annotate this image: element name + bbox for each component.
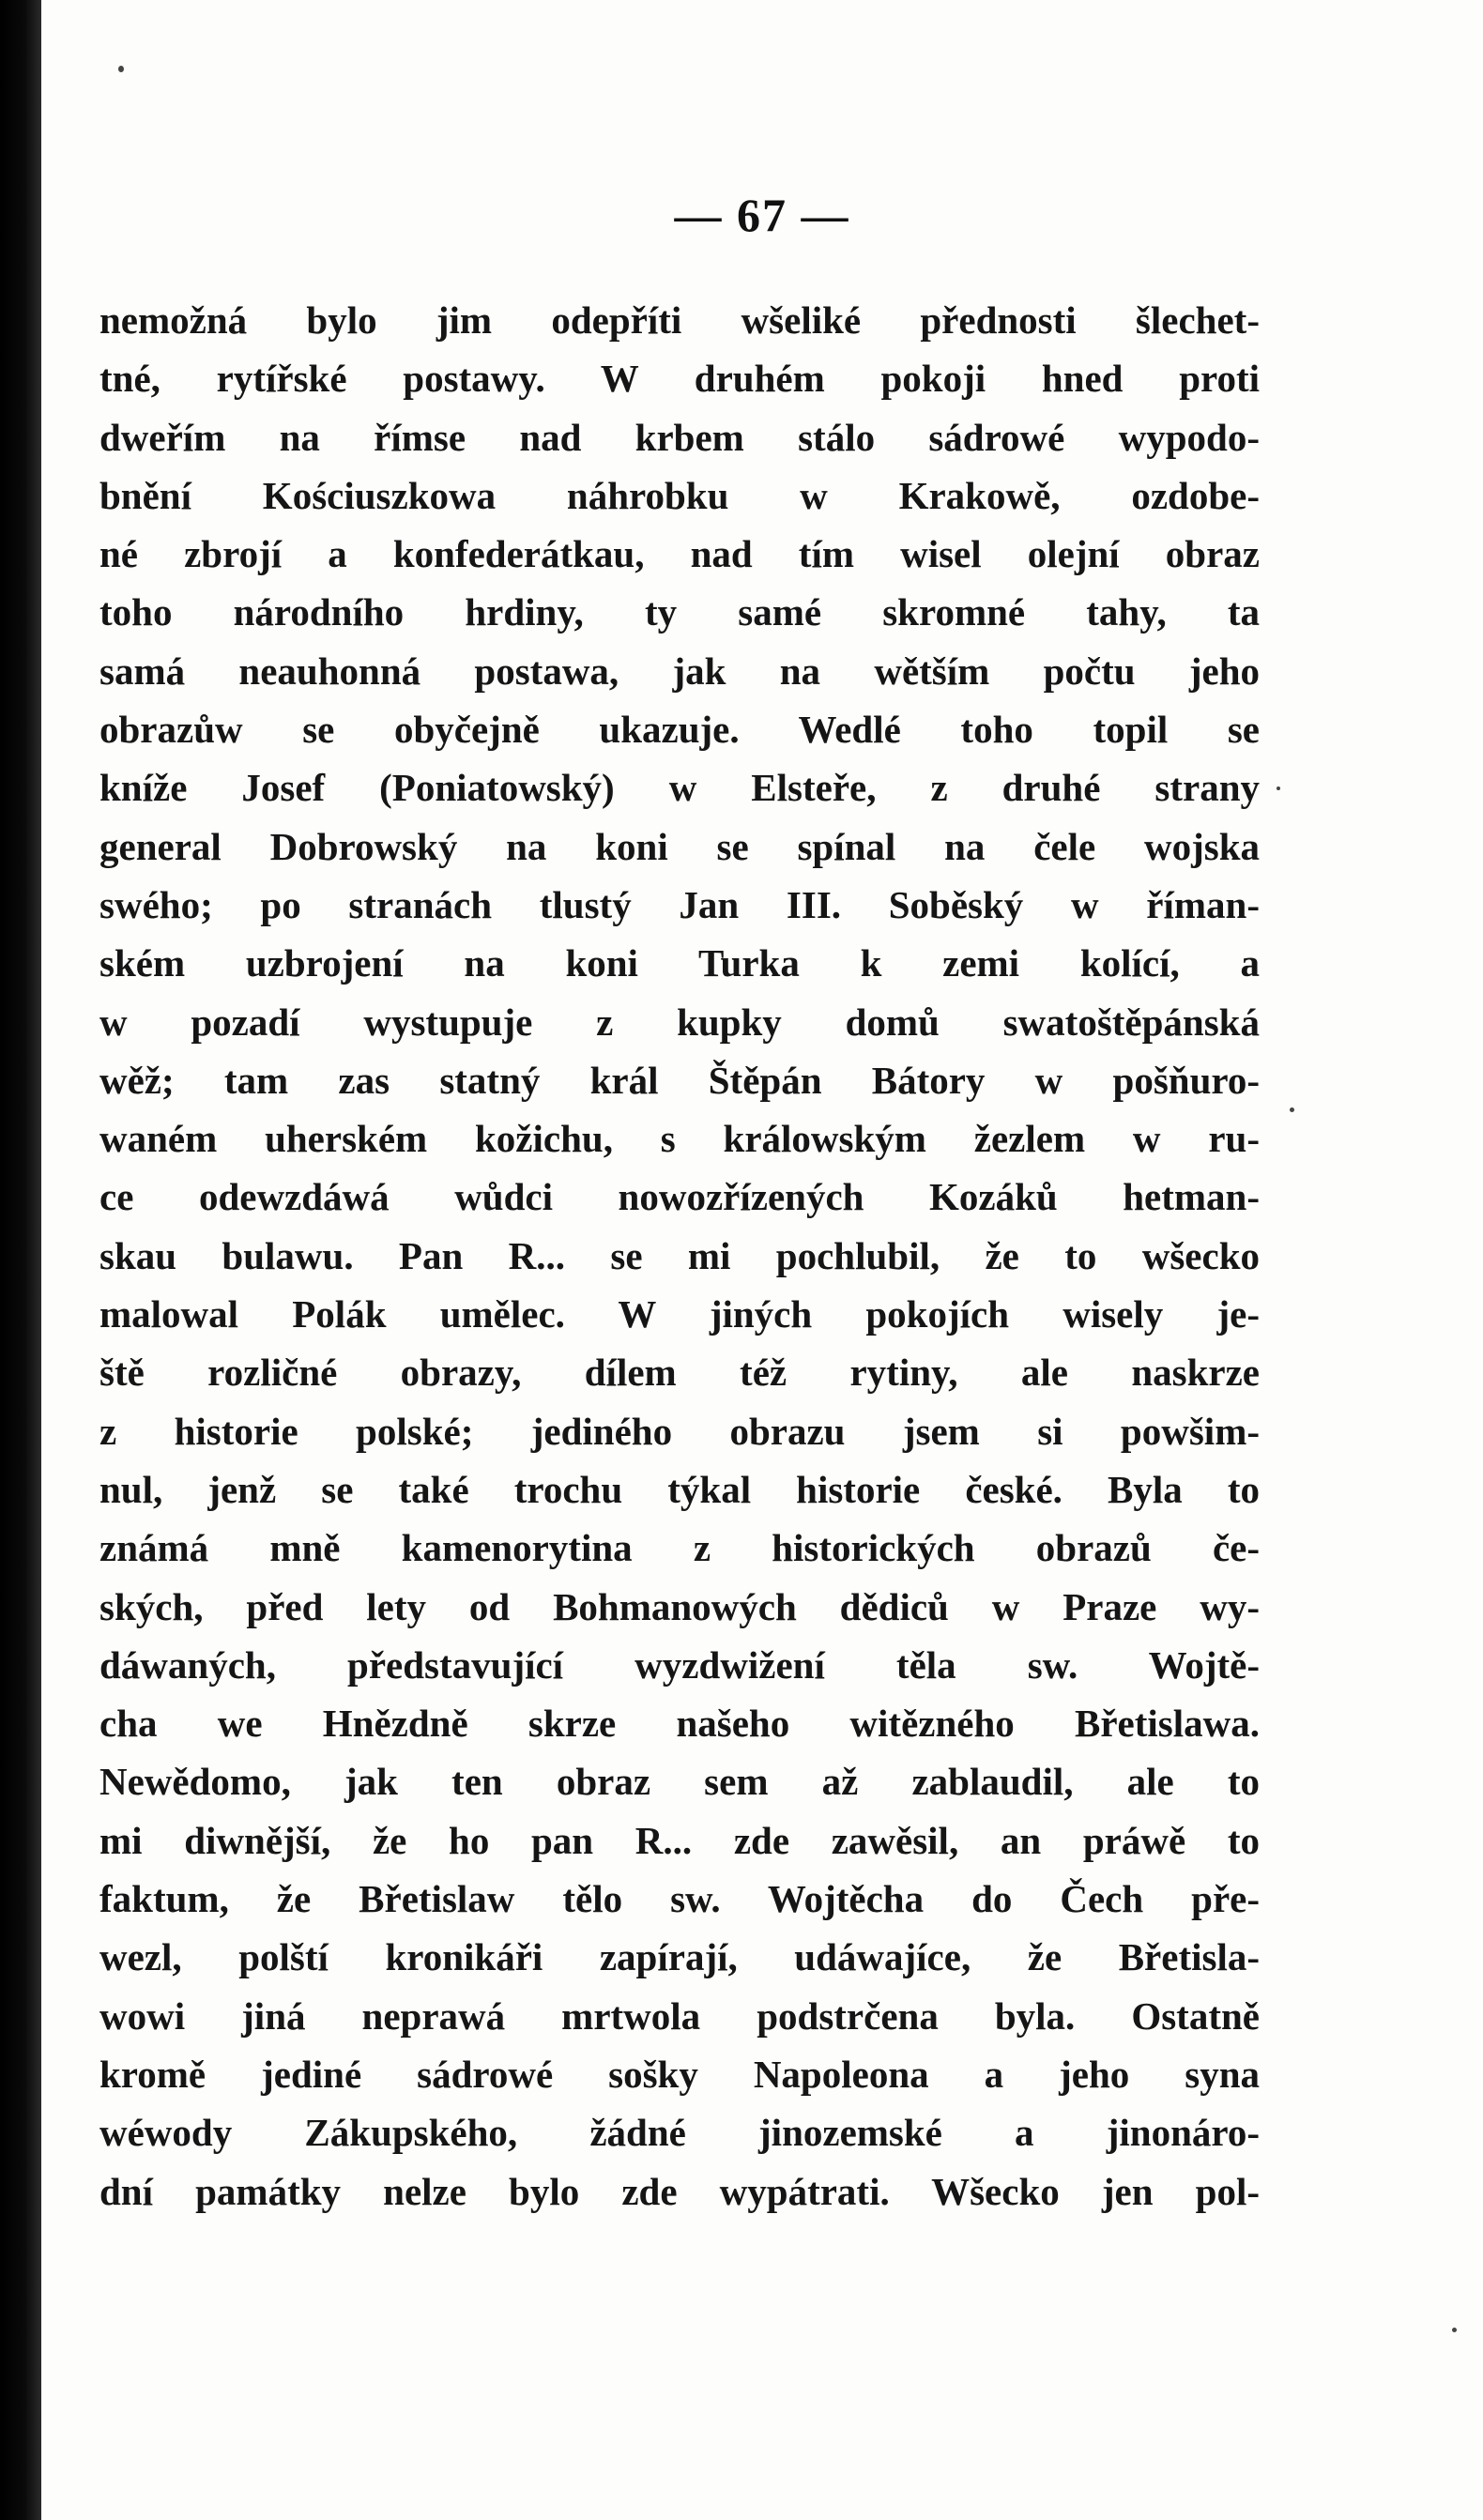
text-line: malowal Polák umělec. W jiných pokojích wisely je- bbox=[99, 1292, 1260, 1336]
page-number: — 67 — bbox=[674, 189, 850, 241]
scan-speck bbox=[118, 66, 124, 72]
text-line: cha we Hnězdně skrze našeho witězného Břetislawa. bbox=[99, 1702, 1260, 1746]
text-line: Newědomo, jak ten obraz sem až zablaudil, ale to bbox=[99, 1760, 1260, 1804]
text-line: obrazůw se obyčejně ukazuje. Wedlé toho topil se bbox=[99, 708, 1260, 752]
text-line: samá neauhonná postawa, jak na wětším počtu jeho bbox=[99, 649, 1260, 693]
text-line: tné, rytířské postawy. W druhém pokoji hned proti bbox=[99, 357, 1260, 401]
binding-shadow bbox=[0, 0, 41, 2520]
text-line: ště rozličné obrazy, dílem též rytiny, ale naskrze bbox=[99, 1351, 1260, 1395]
text-line: kromě jediné sádrowé sošky Napoleona a jeho syna bbox=[99, 2052, 1260, 2096]
text-line: wowi jiná neprawá mrtwola podstrčena byla. Ostatně bbox=[99, 1993, 1260, 2038]
scan-speck bbox=[1290, 1107, 1294, 1112]
text-line: nemožná bylo jim odepříti wšeliké přednosti šlechet- bbox=[99, 298, 1260, 342]
text-line: známá mně kamenorytina z historických obrazů če- bbox=[99, 1526, 1260, 1570]
text-line: kníže Josef (Poniatowský) w Elsteře, z druhé strany bbox=[99, 766, 1260, 810]
text-line: bnění Kościuszkowa náhrobku w Krakowě, ozdobe- bbox=[99, 473, 1260, 517]
text-line: wéwody Zákupského, žádné jinozemské a jinonáro- bbox=[99, 2111, 1260, 2155]
text-line: dáwaných, představující wyzdwižení těla sw. Wojtě- bbox=[99, 1642, 1260, 1687]
text-line: skau bulawu. Pan R... se mi pochlubil, že to wšecko bbox=[99, 1233, 1260, 1277]
scan-speck bbox=[1277, 787, 1280, 790]
text-line: ském uzbrojení na koni Turka k zemi kolící, a bbox=[99, 941, 1260, 985]
text-line: dní památky nelze bylo zde wypátrati. Wšecko jen pol- bbox=[99, 2169, 1260, 2213]
text-line: wezl, polští kronikáři zapírají, udáwajíce, že Břetisla- bbox=[99, 1935, 1260, 1979]
text-line: dweřím na římse nad krbem stálo sádrowé wypodo- bbox=[99, 415, 1260, 459]
text-line: z historie polské; jediného obrazu jsem si powšim- bbox=[99, 1409, 1260, 1453]
text-line: toho národního hrdiny, ty samé skromné tahy, ta bbox=[99, 590, 1260, 634]
text-line: né zbrojí a konfederátkau, nad tím wisel olejní obraz bbox=[99, 532, 1260, 576]
text-line: nul, jenž se také trochu týkal historie české. Byla to bbox=[99, 1467, 1260, 1511]
book-page bbox=[41, 0, 1483, 2520]
text-line: ce odewzdáwá wůdci nowozřízených Kozáků hetman- bbox=[99, 1175, 1260, 1219]
text-line: ských, před lety od Bohmanowých dědiců w Praze wy- bbox=[99, 1584, 1260, 1628]
text-line: swého; po stranách tlustý Jan III. Soběský w říman- bbox=[99, 882, 1260, 926]
text-line: faktum, že Břetislaw tělo sw. Wojtěcha do Čech pře- bbox=[99, 1877, 1260, 1921]
text-line: w pozadí wystupuje z kupky domů swatoštěpánská bbox=[99, 1000, 1260, 1044]
text-line: mi diwnější, že ho pan R... zde zawěsil, an práwě to bbox=[99, 1818, 1260, 1862]
text-line: general Dobrowský na koni se spínal na čele wojska bbox=[99, 824, 1260, 868]
scan-speck bbox=[1452, 2328, 1457, 2332]
body-text bbox=[99, 291, 1260, 2221]
text-line: waném uherském kožichu, s králowským žezlem w ru- bbox=[99, 1117, 1260, 1161]
text-line: wěž; tam zas statný král Štěpán Bátory w pošňuro- bbox=[99, 1058, 1260, 1102]
